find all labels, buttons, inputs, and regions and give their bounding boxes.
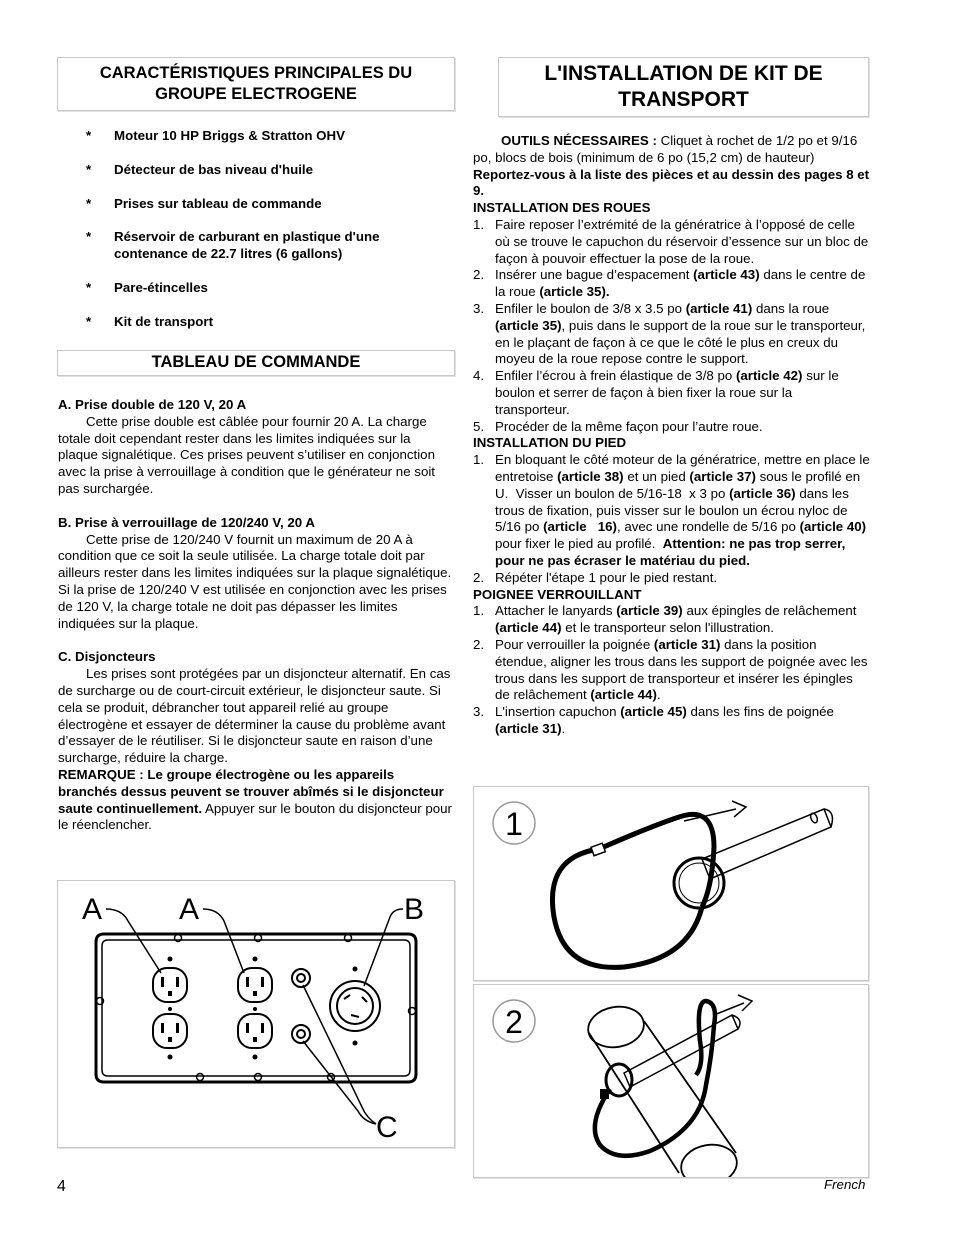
list-item: * Détecteur de bas niveau d'huile xyxy=(86,161,313,177)
list-item: * Réservoir de carburant en plastique d'une contenance de 22.7 litres (6 gallons) xyxy=(86,229,380,262)
section-remark: REMARQUE : Le groupe électrogène ou les appareils branchés dessus peuvent se trouver abîmés si le disjoncteur saute continuellement. Appuyer sur le bouton du disjoncteur pour le réenclencher. xyxy=(58,766,452,833)
panel-title-box xyxy=(57,350,455,376)
control-panel-drawing xyxy=(58,881,454,1147)
list-item: * Prises sur tableau de commande xyxy=(86,195,322,211)
list-item: * Pare-étincelles xyxy=(86,279,208,295)
section-text: Cette prise double est câblée pour fournir 20 A. La charge totale doit cependant rester dans les limites indiquées sur la plaque signalétique. Ces prises peuvent s’utiliser en conjonction avec la prise à verrouillage à condition que le générateur ne soit pas surchargée. xyxy=(58,413,435,496)
list-item: 2. Répéter l'étape 1 pour le pied restant. xyxy=(473,569,718,585)
list-item: 3. L'insertion capuchon (article 45) dans les fins de poignée (article 31). xyxy=(473,704,834,736)
label-b: B xyxy=(404,893,425,926)
panel-sections xyxy=(58,397,453,834)
list-item: 1. En bloquant le côté moteur de la génératrice, mettre en place le entretoise (article 38) et un pied (article 37) sous le profilé en U. Visser un boulon de 5/16-18 x 3 po (article 36) dans les trous de fixation, puis visser sur le boulon un écrou nyloc de 5/16 po (article 16), avec une rondelle de 5/16 po (article 40) pour fixer le pied au profilé. Attention: ne pas trop serrer, pour ne pas écraser le matériau du pied. xyxy=(473,452,870,568)
lanyard-figure-1 xyxy=(473,786,869,981)
svg-text:1: 1 xyxy=(505,806,523,842)
list-item: * Kit de transport xyxy=(86,313,213,329)
list-item: 5. Procéder de la même façon pour l’autre roue. xyxy=(473,418,763,434)
label-c: C xyxy=(376,1111,398,1144)
lanyard-drawing-1 xyxy=(474,787,868,980)
language-label: French xyxy=(824,1177,866,1192)
lanyard-drawing-2 xyxy=(474,985,868,1177)
refer-text: Reportez-vous à la liste des pièces et au dessin des pages 8 et 9. xyxy=(473,166,870,199)
foot-title: INSTALLATION DU PIED xyxy=(473,435,627,451)
list-item: * Moteur 10 HP Briggs & Stratton OHV xyxy=(86,128,346,143)
page-number: 4 xyxy=(57,1178,66,1195)
section-b xyxy=(58,515,453,633)
wheels-title: INSTALLATION DES ROUES xyxy=(473,200,651,216)
panel-title: TABLEAU DE COMMANDE xyxy=(151,353,361,371)
section-c xyxy=(58,649,453,834)
svg-text:2: 2 xyxy=(505,1004,523,1040)
list-item: 1. Attacher le lanyards (article 39) aux épingles de relâchement (article 44) et le transporteur selon l'illustration. xyxy=(473,603,857,636)
list-item: 3. Enfiler le boulon de 3/8 x 3.5 po (article 41) dans la roue (article 35), puis dans le support de la roue sur le transporteur, en le plaçant de façon à ce que le côté le plus en creux du moyeu de la roue repose contre le support. xyxy=(473,300,866,367)
label-a1: A xyxy=(82,893,103,926)
section-heading: C. Disjoncteurs xyxy=(58,649,156,665)
lanyard-figure-2 xyxy=(473,984,869,1178)
list-item: 1. Faire reposer l’extrémité de la génératrice à l’opposé de celle où se trouve le capuchon du réservoir d’essence sur un bloc de façon à pouvoir effectuer la pose de la roue. xyxy=(473,216,869,266)
transport-instructions xyxy=(473,133,870,738)
foot-steps xyxy=(473,452,870,586)
features-list xyxy=(86,128,456,348)
handle-steps xyxy=(473,603,870,737)
tools-paragraph: OUTILS NÉCESSAIRES : Cliquet à rochet de 1/2 po et 9/16 po, blocs de bois (minimum de 6 po (15,2 cm) de hauteur) xyxy=(473,133,858,165)
transport-title: L'INSTALLATION DE KIT DE TRANSPORT xyxy=(544,62,823,111)
transport-title-box xyxy=(498,57,869,117)
section-text: Cette prise de 120/240 V fournit un maximum de 20 A à condition que ce soit la seule utilisée. La charge totale doit par ailleurs rester dans les limites indiquées sur la plaque signalétique. Si la prise de 120/240 V est utilisée en conjonction avec les prises de 120 V, la charge totale ne doit pas dépasser les limites indiquées sur la plaque. xyxy=(58,531,452,631)
section-heading: B. Prise à verrouillage de 120/240 V, 20 A xyxy=(58,514,315,530)
handle-title: POIGNEE VERROUILLANT xyxy=(473,586,642,602)
section-a xyxy=(58,397,453,498)
section-heading: A. Prise double de 120 V, 20 A xyxy=(58,397,247,412)
section-text: Les prises sont protégées par un disjoncteur alternatif. En cas de surcharge ou de court-circuit extérieur, le disjoncteur saute. Si cela se produit, débrancher tout appareil relié au groupe électrogène et essayer de déterminer la cause du problème avant d’essayer de le réutiliser. Si le disjoncteur saute en raison d’une surcharge, réduire la charge. xyxy=(58,666,451,766)
features-title-box xyxy=(57,57,455,111)
list-item: 2. Pour verrouiller la poignée (article 31) dans la position étendue, aligner les trous dans les support de poignée avec les trous dans les support de transporteur et insérer les épingles de relâchement (article 44). xyxy=(473,636,868,703)
list-item: 2. Insérer une bague d’espacement (article 43) dans le centre de la roue (article 35). xyxy=(473,267,866,300)
wheels-steps xyxy=(473,217,870,435)
list-item: 4. Enfiler l’écrou à frein élastique de 3/8 po (article 42) sur le boulon et serrer de façon à bien fixer la roue sur la transporteur. xyxy=(473,368,839,417)
features-title: CARACTÉRISTIQUES PRINCIPALES DU GROUPE ELECTROGENE xyxy=(99,64,413,103)
control-panel-figure xyxy=(57,880,455,1148)
label-a2: A xyxy=(179,893,200,926)
